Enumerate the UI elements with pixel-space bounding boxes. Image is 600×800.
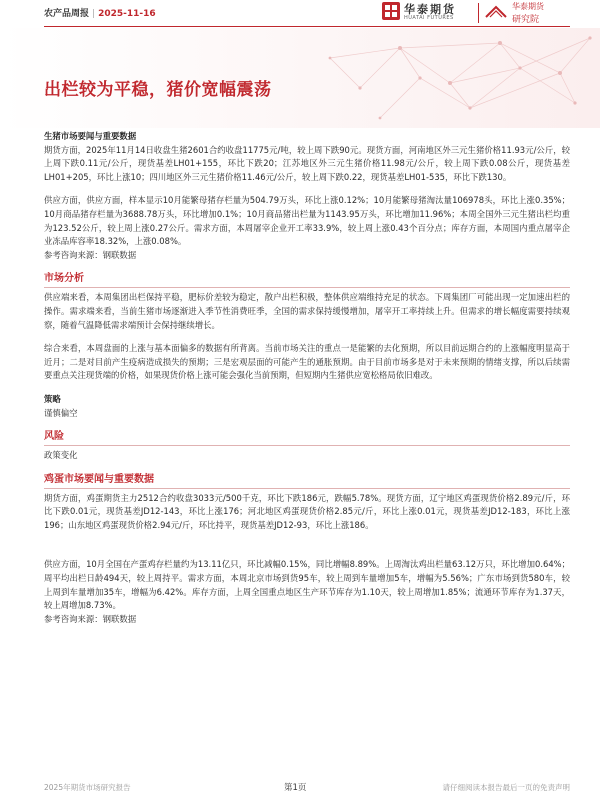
egg-news-heading: 鸡蛋市场要闻与重要数据 (44, 473, 154, 485)
risk-heading-rule (44, 445, 570, 446)
page-title: 出栏较为平稳，猪价宽幅震荡 (44, 80, 272, 100)
header-rule (44, 26, 570, 27)
strategy-heading: 策略 (44, 393, 61, 404)
analysis-paragraph-1: 供应端来看，本周集团出栏保持平稳，肥标价差较为稳定，散户出栏积极，整体供应端维持充足的状态。下周集团厂可能出现一定加速出栏的操作。需求端来看，当前生猪市场逐渐进入季节性消费旺季，全国的需求保持缓慢增加，屠宰开工率持续上升。但需求的增长幅度需要持续观察，随着气温降低需求端预计会保持继续增长。 (44, 292, 570, 330)
hog-futures-paragraph: 期货方面，2025年11月14日收盘生猪2601合约收盘11775元/吨，较上周下跌90元。现货方面，河南地区外三元生猪价格11.93元/公斤，较上周下跌0.11元/公斤，现货基差LH01+155，环比下跌20；江苏地区外三元生猪价格11.98元/公斤，较上周下跌0.08公斤，现货基差LH01+205，环比上涨10；四川地区外三元生猪价格11.46元/公斤，较上周下跌0.22，现货基差LH01-535，环比下跌130。 (44, 144, 570, 182)
huatai-futures-logo (382, 1, 474, 23)
egg-heading-rule (44, 488, 570, 489)
hog-news-heading: 生猪市场要闻与重要数据 (44, 131, 137, 141)
report-type: 农产品周报 (44, 9, 90, 19)
disclaimer-note: 请仔细阅读本报告最后一页的免责声明 (442, 783, 570, 792)
egg-source: 参考咨询来源：钢联数据 (44, 613, 137, 624)
research-institute-logo (484, 1, 564, 25)
egg-futures-paragraph: 期货方面，鸡蛋期货主力2512合约收盘3033元/500千克，环比下跌186元，跌幅5.78%。现货方面，辽宁地区鸡蛋现货价格2.89元/斤，环比下跌0.01元，现货基差JD12-143，环比上涨176；河北地区鸡蛋现货价格2.85元/斤，环比上涨0.01元，现货基差JD12-183，环比上涨196；山东地区鸡蛋现货价格2.94元/斤，环比持平，现货基差JD12-93，环比上涨186。 (44, 492, 570, 530)
institute-line2: 研究院 (512, 15, 540, 25)
risk-value: 政策变化 (44, 450, 78, 461)
institute-logo-icon (484, 3, 508, 21)
huatai-logo-icon (382, 2, 400, 20)
logo-chinese-name: 华泰期货 (404, 3, 456, 16)
hog-source: 参考咨询来源：钢联数据 (44, 249, 137, 260)
page-header (0, 0, 600, 28)
egg-supply-paragraph: 供应方面，10月全国在产蛋鸡存栏量约为13.11亿只，环比减幅0.15%，同比增幅8.89%。上周淘汰鸡出栏量63.12万只，环比增加0.64%；周平均出栏日龄494天，较上周持平。需求方面，本周北京市场到货95车，较上周到车量增加5车，增幅为5.56%；广东市场到货580车，较上周到车量增加35车，增幅为6.42%。库存方面，上周全国重点地区生产环节库存为1.10天，较上周增加1.85%；流通环节库存为1.37天，较上周增加8.73%。 (44, 559, 570, 611)
footer-report-name: 2025年期货市场研究报告 (44, 783, 131, 792)
header-divider (478, 3, 479, 23)
analysis-heading: 市场分析 (44, 273, 84, 285)
page-footer (0, 778, 600, 800)
risk-heading: 风险 (44, 431, 64, 443)
page-number: 第1页 (284, 783, 307, 793)
report-body (44, 130, 570, 626)
header-meta: 农产品周报 | 2025-11-16 (44, 9, 156, 19)
logo-english-name: HUATAI FUTURES (404, 15, 454, 21)
report-date: 2025-11-16 (98, 9, 156, 19)
strategy-value: 谨慎偏空 (44, 407, 78, 418)
analysis-paragraph-2: 综合来看，本周盘面的上涨与基本面偏多的数据有所背离。当前市场关注的重点一是能繁的去化预期，所以目前远期合约的上涨幅度明显高于近月；二是对目前产生疫病造成损失的预期；三是宏观层面的可能产生的通胀预期。由于目前市场多是对于未来预期的情绪支撑，所以后续需要重点关注现货端的价格，如果现货价格上涨可能会强化当前预期，但短期内生猪供应宽松格局依旧难改。 (44, 343, 570, 381)
institute-line1: 华泰期货 (512, 2, 544, 11)
hog-supply-paragraph: 供应方面，供应方面，样本显示10月能繁母猪存栏量为504.79万头，环比上涨0.12%；10月能繁母猪淘汰量106978头，环比上涨0.35%；10月商品猪存栏量为3688.78万头，环比增加0.1%；10月商品猪出栏量为1143.95万头，环比增加11.96%；本周全国外三元生猪出栏均重为123.52公斤，较上周上涨0.27公斤。需求方面，本周屠宰企业开工率33.9%，较上周上涨0.43个百分点；库存方面，本周国内重点屠宰企业冻品库容率18.32%，上涨0.08%。 (44, 195, 570, 247)
analysis-heading-rule (44, 287, 570, 288)
